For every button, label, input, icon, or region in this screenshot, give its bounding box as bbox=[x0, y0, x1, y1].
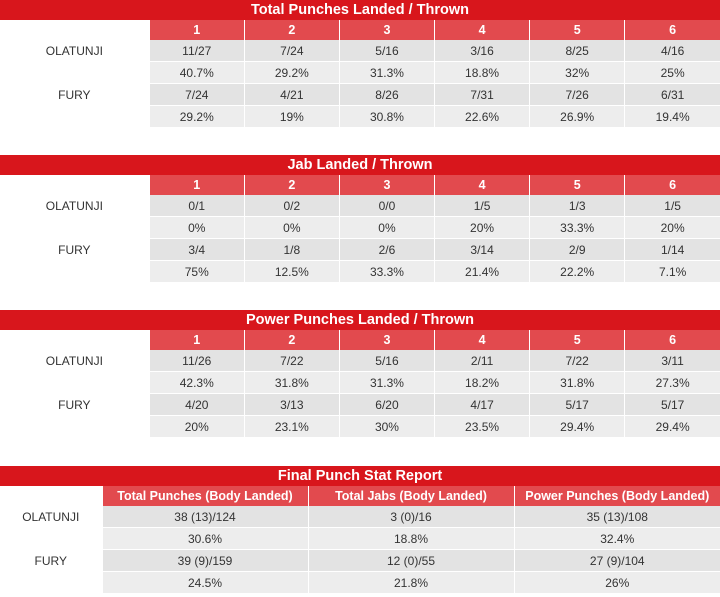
count-cell: 1/5 bbox=[435, 195, 530, 217]
round-header: 1 bbox=[149, 175, 244, 195]
pct-cell: 12.5% bbox=[244, 261, 339, 283]
count-cell: 4/17 bbox=[435, 394, 530, 416]
table-row bbox=[0, 195, 720, 217]
round-header: 2 bbox=[244, 20, 339, 40]
pct-cell: 31.8% bbox=[244, 372, 339, 394]
count-cell: 1/14 bbox=[625, 239, 720, 261]
pct-cell: 29.2% bbox=[244, 62, 339, 84]
final-report-table bbox=[0, 466, 720, 593]
table-row bbox=[0, 84, 720, 106]
pct-cell: 21.4% bbox=[435, 261, 530, 283]
count-cell: 11/27 bbox=[149, 40, 244, 62]
pct-cell: 27.3% bbox=[625, 372, 720, 394]
fighter-name: FURY bbox=[0, 84, 149, 128]
fighter-name: FURY bbox=[0, 550, 102, 594]
count-cell: 5/17 bbox=[625, 394, 720, 416]
header-corner bbox=[0, 330, 149, 350]
count-cell: 8/25 bbox=[530, 40, 625, 62]
count-cell: 2/9 bbox=[530, 239, 625, 261]
pct-cell: 22.2% bbox=[530, 261, 625, 283]
pct-cell: 0% bbox=[149, 217, 244, 239]
round-header: 4 bbox=[435, 20, 530, 40]
pct-cell: 20% bbox=[435, 217, 530, 239]
pct-cell: 20% bbox=[149, 416, 244, 438]
count-cell: 0/0 bbox=[339, 195, 434, 217]
power-punches-table bbox=[0, 310, 720, 437]
pct-cell: 31.8% bbox=[530, 372, 625, 394]
column-header: Total Jabs (Body Landed) bbox=[308, 486, 514, 506]
count-cell: 3 (0)/16 bbox=[308, 506, 514, 528]
count-cell: 0/2 bbox=[244, 195, 339, 217]
header-corner bbox=[0, 486, 102, 506]
pct-cell: 7.1% bbox=[625, 261, 720, 283]
round-header: 3 bbox=[339, 175, 434, 195]
count-cell: 7/22 bbox=[530, 350, 625, 372]
table-row bbox=[0, 550, 720, 572]
pct-cell: 23.1% bbox=[244, 416, 339, 438]
count-cell: 2/6 bbox=[339, 239, 434, 261]
pct-cell: 33.3% bbox=[530, 217, 625, 239]
count-cell: 0/1 bbox=[149, 195, 244, 217]
pct-cell: 75% bbox=[149, 261, 244, 283]
count-cell: 11/26 bbox=[149, 350, 244, 372]
pct-cell: 32% bbox=[530, 62, 625, 84]
pct-cell: 25% bbox=[625, 62, 720, 84]
pct-cell: 19.4% bbox=[625, 106, 720, 128]
count-cell: 3/16 bbox=[435, 40, 530, 62]
count-cell: 1/8 bbox=[244, 239, 339, 261]
header-corner bbox=[0, 175, 149, 195]
count-cell: 7/26 bbox=[530, 84, 625, 106]
pct-cell: 29.4% bbox=[530, 416, 625, 438]
pct-cell: 22.6% bbox=[435, 106, 530, 128]
pct-cell: 29.4% bbox=[625, 416, 720, 438]
pct-cell: 18.8% bbox=[308, 528, 514, 550]
pct-cell: 0% bbox=[339, 217, 434, 239]
pct-cell: 18.2% bbox=[435, 372, 530, 394]
pct-cell: 24.5% bbox=[102, 572, 308, 594]
table-title: Final Punch Stat Report bbox=[0, 466, 720, 486]
table-row bbox=[0, 350, 720, 372]
column-header: Total Punches (Body Landed) bbox=[102, 486, 308, 506]
header-corner bbox=[0, 20, 149, 40]
count-cell: 5/16 bbox=[339, 40, 434, 62]
count-cell: 4/21 bbox=[244, 84, 339, 106]
count-cell: 12 (0)/55 bbox=[308, 550, 514, 572]
table-row bbox=[0, 506, 720, 528]
round-header: 3 bbox=[339, 330, 434, 350]
round-header: 5 bbox=[530, 20, 625, 40]
count-cell: 35 (13)/108 bbox=[514, 506, 720, 528]
count-cell: 4/20 bbox=[149, 394, 244, 416]
count-cell: 7/22 bbox=[244, 350, 339, 372]
round-header: 6 bbox=[625, 20, 720, 40]
pct-cell: 32.4% bbox=[514, 528, 720, 550]
count-cell: 3/11 bbox=[625, 350, 720, 372]
pct-cell: 21.8% bbox=[308, 572, 514, 594]
fighter-name: OLATUNJI bbox=[0, 506, 102, 550]
column-header: Power Punches (Body Landed) bbox=[514, 486, 720, 506]
table-title: Power Punches Landed / Thrown bbox=[0, 310, 720, 330]
round-header: 6 bbox=[625, 175, 720, 195]
fighter-name: OLATUNJI bbox=[0, 195, 149, 239]
round-header: 2 bbox=[244, 175, 339, 195]
count-cell: 2/11 bbox=[435, 350, 530, 372]
round-header: 4 bbox=[435, 330, 530, 350]
count-cell: 3/4 bbox=[149, 239, 244, 261]
fighter-name: FURY bbox=[0, 394, 149, 438]
pct-cell: 29.2% bbox=[149, 106, 244, 128]
table-row bbox=[0, 40, 720, 62]
count-cell: 7/24 bbox=[244, 40, 339, 62]
pct-cell: 18.8% bbox=[435, 62, 530, 84]
pct-cell: 19% bbox=[244, 106, 339, 128]
pct-cell: 30.8% bbox=[339, 106, 434, 128]
round-header: 4 bbox=[435, 175, 530, 195]
jab-table bbox=[0, 155, 720, 282]
count-cell: 38 (13)/124 bbox=[102, 506, 308, 528]
count-cell: 6/31 bbox=[625, 84, 720, 106]
pct-cell: 26.9% bbox=[530, 106, 625, 128]
total-punches-table bbox=[0, 0, 720, 127]
fighter-name: OLATUNJI bbox=[0, 40, 149, 84]
count-cell: 5/17 bbox=[530, 394, 625, 416]
count-cell: 3/14 bbox=[435, 239, 530, 261]
count-cell: 8/26 bbox=[339, 84, 434, 106]
fighter-name: FURY bbox=[0, 239, 149, 283]
table-row bbox=[0, 239, 720, 261]
table-row bbox=[0, 528, 720, 550]
round-header: 5 bbox=[530, 330, 625, 350]
table-row bbox=[0, 394, 720, 416]
count-cell: 3/13 bbox=[244, 394, 339, 416]
round-header: 1 bbox=[149, 330, 244, 350]
fighter-name: OLATUNJI bbox=[0, 350, 149, 394]
pct-cell: 31.3% bbox=[339, 62, 434, 84]
pct-cell: 33.3% bbox=[339, 261, 434, 283]
round-header: 6 bbox=[625, 330, 720, 350]
pct-cell: 30.6% bbox=[102, 528, 308, 550]
count-cell: 27 (9)/104 bbox=[514, 550, 720, 572]
round-header: 5 bbox=[530, 175, 625, 195]
round-header: 3 bbox=[339, 20, 434, 40]
pct-cell: 42.3% bbox=[149, 372, 244, 394]
pct-cell: 26% bbox=[514, 572, 720, 594]
pct-cell: 30% bbox=[339, 416, 434, 438]
count-cell: 7/31 bbox=[435, 84, 530, 106]
count-cell: 7/24 bbox=[149, 84, 244, 106]
pct-cell: 31.3% bbox=[339, 372, 434, 394]
table-row bbox=[0, 572, 720, 594]
round-header: 1 bbox=[149, 20, 244, 40]
table-title: Jab Landed / Thrown bbox=[0, 155, 720, 175]
pct-cell: 0% bbox=[244, 217, 339, 239]
count-cell: 39 (9)/159 bbox=[102, 550, 308, 572]
count-cell: 1/3 bbox=[530, 195, 625, 217]
count-cell: 5/16 bbox=[339, 350, 434, 372]
count-cell: 4/16 bbox=[625, 40, 720, 62]
round-header: 2 bbox=[244, 330, 339, 350]
count-cell: 1/5 bbox=[625, 195, 720, 217]
pct-cell: 40.7% bbox=[149, 62, 244, 84]
pct-cell: 20% bbox=[625, 217, 720, 239]
count-cell: 6/20 bbox=[339, 394, 434, 416]
table-title: Total Punches Landed / Thrown bbox=[0, 0, 720, 20]
pct-cell: 23.5% bbox=[435, 416, 530, 438]
